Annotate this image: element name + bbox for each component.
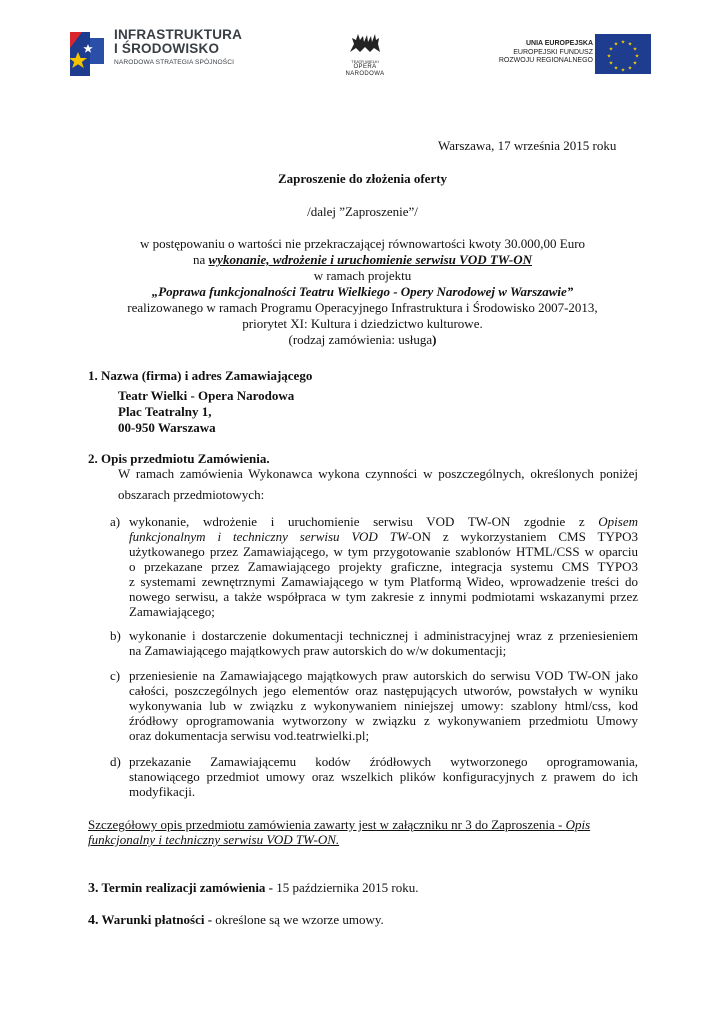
document-title: Zaproszenie do złożenia oferty (277, 171, 448, 186)
ris-title: INFRASTRUKTURA I ŚRODOWISKO (114, 27, 243, 56)
date-line: Warszawa, 17 września 2015 roku (438, 138, 617, 153)
section-2-heading: 2. Opis przedmiotu Zamówienia. (88, 451, 270, 466)
quadriga-icon (348, 30, 382, 54)
svg-text:★: ★ (613, 65, 619, 72)
opera-small-text: TEATR WIELKI (351, 59, 379, 64)
item-a-line-3: użytkowanego przez Zamawiającego, w tym przygotowanie szablonów HTML/CSS w oparciu (129, 544, 638, 559)
item-a-text (129, 514, 638, 619)
section-2-intro-1: W ramach zamówienia Wykonawca wykona czynności w poszczególnych, określonych poniżej (118, 466, 638, 481)
item-b-line-1: wykonanie i dostarczenie dokumentacji technicznej i administracyjnej wraz z przeniesieniem (129, 628, 638, 643)
section-4: 4. Warunki płatności - określone są we wzorze umowy. (88, 912, 384, 928)
svg-text:★: ★ (613, 41, 619, 48)
contracting-party-city: 00-950 Warszawa (118, 420, 216, 435)
opera-narodowa-logo (340, 30, 390, 80)
project-name: „Poprawa funkcjonalności Teatru Wielkiego - Opery Narodowej w Warszawie” (151, 284, 574, 299)
svg-text:★: ★ (627, 41, 633, 48)
item-c-letter: c) (110, 668, 121, 683)
item-a-line-6: nowego serwisu, a także współpraca w tym zakresie z innymi podmiotami wskazanymi przez (129, 589, 638, 604)
svg-text:★: ★ (620, 39, 626, 46)
contracting-party-street: Plac Teatralny 1, (118, 404, 212, 419)
intro-line-6: priorytet XI: Kultura i dziedzictwo kulturowe. (242, 316, 483, 331)
item-a-line-2: funkcjonalnym i techniczny serwisu VOD TW-ON z wykorzystaniem CMS TYPO3 (129, 529, 638, 544)
intro-line-2: na wykonanie, wdrożenie i uruchomienie serwisu VOD TW-ON (192, 252, 532, 267)
svg-text:★: ★ (627, 65, 633, 72)
svg-text:★: ★ (608, 46, 614, 53)
item-c-line-2: całości, poszczególnych jego elementów oraz następujących utworów, powstałych w wyniku (129, 683, 638, 698)
section-2-intro-2: obszarach przedmiotowych: (118, 487, 265, 502)
intro-line-5: realizowanego w ramach Programu Operacyjnego Infrastruktura i Środowisko 2007-2013, (127, 300, 598, 315)
item-b-line-2: na Zamawiającego majątkowych praw autorskich do w/w dokumentacji; (129, 643, 507, 658)
item-c-line-5: oraz dokumentacja serwisu vod.teatrwielki.pl; (129, 728, 370, 743)
detail-line-1: Szczegółowy opis przedmiotu zamówienia zawarty jest w załączniku nr 3 do Zaproszenia - Opis (88, 817, 591, 832)
section-3: 3. Termin realizacji zamówienia - 15 października 2015 roku. (88, 880, 419, 896)
svg-text:★: ★ (608, 60, 614, 67)
svg-text:★: ★ (620, 67, 626, 74)
opera-text: OPERA NARODOWA (345, 64, 385, 77)
ris-emblem-icon (64, 28, 108, 80)
item-b-text (129, 628, 638, 658)
intro-line-3: w ramach projektu (313, 268, 412, 283)
item-d-line-1: przekazanie Zamawiającemu kodów źródłowych wytworzonego oprogramowania, (129, 754, 638, 769)
item-d-text (129, 754, 638, 799)
intro-line-1: w postępowaniu o wartości nie przekraczającej równowartości kwoty 30.000,00 Euro (139, 236, 586, 251)
contracting-party-name: Teatr Wielki - Opera Narodowa (118, 388, 295, 403)
svg-text:★: ★ (634, 53, 640, 60)
section-1-heading: 1. Nazwa (firma) i adres Zamawiającego (88, 368, 313, 383)
item-a-line-4: o przekazane przez Zamawiającego projekty graficzne, integracja systemu CMS TYPO3 (129, 559, 638, 574)
item-d-line-3: modyfikacji. (129, 784, 196, 799)
item-a-line-1: wykonanie, wdrożenie i uruchomienie serwisu VOD TW-ON zgodnie z Opisem (129, 514, 638, 529)
item-d-letter: d) (110, 754, 121, 769)
item-c-line-4: źródłowy oprogramowania wytworzony w związku z wykonywaniem przedmiotu Umowy (129, 713, 638, 728)
item-a-letter: a) (110, 514, 121, 529)
item-d-line-2: stanowiącego przedmiot umowy oraz wszelkich plików konfiguracyjnych z prawem do ich (129, 769, 638, 784)
contract-subject: wykonanie, wdrożenie i uruchomienie serwisu VOD TW-ON (208, 252, 532, 267)
svg-text:★: ★ (606, 53, 612, 60)
document-subtitle: /dalej ”Zaproszenie”/ (307, 204, 418, 219)
item-b-letter: b) (110, 628, 121, 643)
infrastruktura-logo (64, 24, 254, 84)
item-a-line-5: z systemami zewnętrznymi Zamawiającego w tym Platformą Wideo, wprowadzenie treści do (129, 574, 638, 589)
svg-text:★: ★ (632, 60, 638, 67)
eu-text: UNIA EUROPEJSKA EUROPEJSKI FUNDUSZ ROZWOJU REGIONALNEGO (498, 40, 593, 64)
item-c-line-3: wykonywania lub w związku z wykonywaniem niniejszej umowy: szablony html/css, kod (129, 698, 638, 713)
item-a-line-7: Zamawiającego; (129, 604, 215, 619)
ris-subtitle: NARODOWA STRATEGIA SPÓJNOŚCI (114, 59, 235, 66)
intro-line-7: (rodzaj zamówienia: usługa) (288, 332, 437, 347)
item-c-text (129, 668, 638, 743)
svg-text:★: ★ (632, 46, 638, 53)
eu-flag-icon (595, 34, 651, 74)
item-c-line-1: przeniesienie na Zamawiającego majątkowych praw autorskich do serwisu VOD TW-ON jako (129, 668, 638, 683)
detail-line-2: funkcjonalny i techniczny serwisu VOD TW-ON. (88, 832, 340, 847)
eu-logo (480, 34, 655, 76)
